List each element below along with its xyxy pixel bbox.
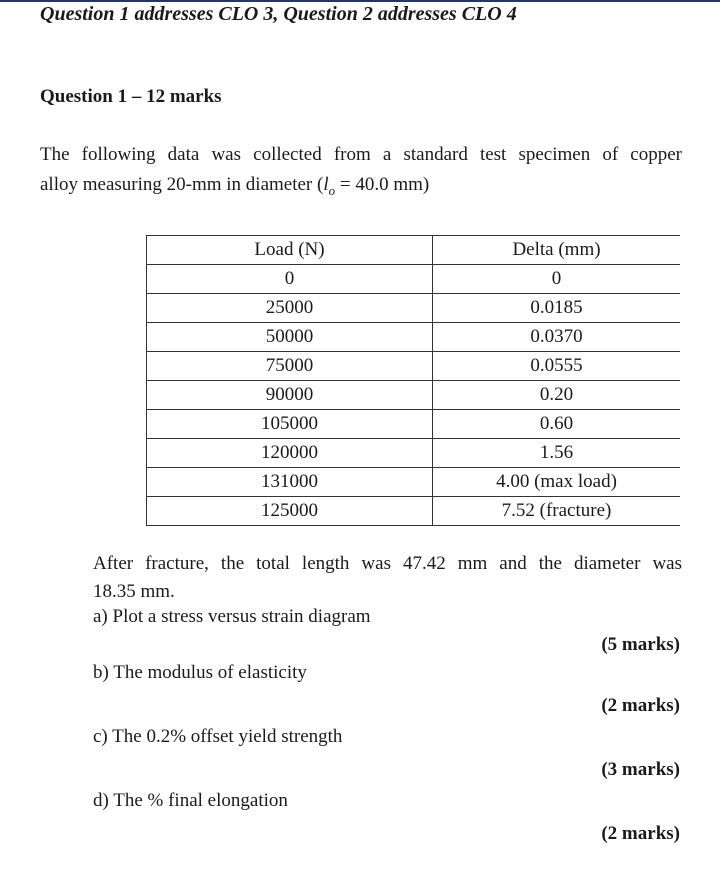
after-fracture-line-1: After fracture, the total length was 47.42 mm and the diameter was bbox=[93, 553, 682, 574]
table-row bbox=[147, 352, 681, 381]
after-fracture-text bbox=[93, 550, 682, 606]
question-intro bbox=[40, 140, 682, 206]
part-a-label: a) Plot a stress versus strain diagram bbox=[93, 606, 371, 627]
after-fracture-line-2: 18.35 mm. bbox=[93, 581, 175, 602]
load-cell: 90000 bbox=[147, 381, 433, 410]
delta-cell: 0.0555 bbox=[433, 352, 681, 381]
column-header-load: Load (N) bbox=[147, 236, 433, 265]
load-cell: 75000 bbox=[147, 352, 433, 381]
intro-line-2-pre: alloy measuring 20-mm in diameter ( bbox=[40, 174, 324, 195]
table-row bbox=[147, 410, 681, 439]
gauge-length-symbol: l bbox=[323, 174, 329, 195]
delta-cell: 7.52 (fracture) bbox=[433, 497, 681, 526]
intro-line-1: The following data was collected from a standard test specimen of copper bbox=[40, 144, 682, 165]
delta-cell: 0 bbox=[433, 265, 681, 294]
part-b-marks: (2 marks) bbox=[601, 695, 680, 716]
table-row bbox=[147, 265, 681, 294]
load-cell: 131000 bbox=[147, 468, 433, 497]
table-row bbox=[147, 468, 681, 497]
load-cell: 125000 bbox=[147, 497, 433, 526]
table-row bbox=[147, 294, 681, 323]
load-delta-table bbox=[146, 235, 680, 526]
gauge-length-subscript: o bbox=[328, 182, 336, 198]
part-c-label: c) The 0.2% offset yield strength bbox=[93, 726, 343, 747]
table-row bbox=[147, 323, 681, 352]
table-header-row bbox=[147, 236, 681, 265]
table-row bbox=[147, 439, 681, 468]
question-title: Question 1 – 12 marks bbox=[40, 86, 222, 107]
column-header-delta: Delta (mm) bbox=[433, 236, 681, 265]
delta-cell: 1.56 bbox=[433, 439, 681, 468]
delta-cell: 4.00 (max load) bbox=[433, 468, 681, 497]
delta-cell: 0.0185 bbox=[433, 294, 681, 323]
part-b-label: b) The modulus of elasticity bbox=[93, 662, 307, 683]
header-rule bbox=[0, 0, 720, 2]
table-row bbox=[147, 497, 681, 526]
part-d-marks: (2 marks) bbox=[601, 823, 680, 844]
intro-line-2-post: = 40.0 mm) bbox=[335, 174, 430, 195]
table-row bbox=[147, 381, 681, 410]
part-c-marks: (3 marks) bbox=[601, 759, 680, 780]
delta-cell: 0.0370 bbox=[433, 323, 681, 352]
load-cell: 120000 bbox=[147, 439, 433, 468]
load-cell: 25000 bbox=[147, 294, 433, 323]
load-cell: 0 bbox=[147, 265, 433, 294]
load-cell: 105000 bbox=[147, 410, 433, 439]
delta-cell: 0.60 bbox=[433, 410, 681, 439]
intro-line-2 bbox=[40, 170, 682, 206]
part-a-marks: (5 marks) bbox=[601, 634, 680, 655]
clo-header: Question 1 addresses CLO 3, Question 2 addresses CLO 4 bbox=[40, 3, 517, 25]
part-d-label: d) The % final elongation bbox=[93, 790, 288, 811]
delta-cell: 0.20 bbox=[433, 381, 681, 410]
load-cell: 50000 bbox=[147, 323, 433, 352]
